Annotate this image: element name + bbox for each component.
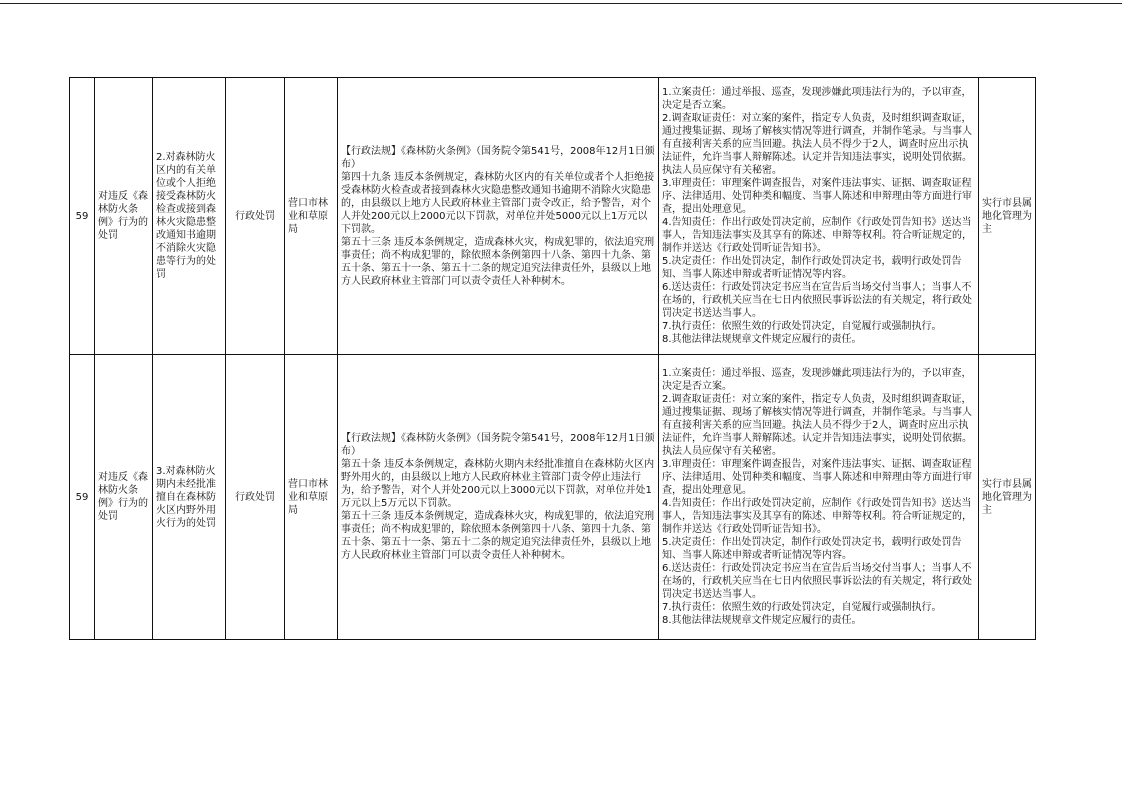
responsibility-item: 3.审理责任：审理案件调查报告，对案件违法事实、证据、调查取证程序、法律适用、处罚种类和幅度、当事人陈述和申辩理由等方面进行审查，提出处理意见。 <box>662 178 972 215</box>
legal-basis <box>338 355 659 640</box>
legal-basis-article: 第五十三条 违反本条例规定，造成森林火灾，构成犯罪的，依法追究刑事责任；尚不构成犯罪的，除依照本条例第四十八条、第四十九条、第五十条、第五十一条、第五十二条的规定追究法律责任外，县级以上地方人民政府林业主管部门可以责令责任人补种树木。 <box>341 236 655 287</box>
sub-item-name: 3.对森林防火期内未经批准擅自在森林防火区内野外用火行为的处罚 <box>153 355 226 640</box>
item-name: 对违反《森林防火条例》行为的处罚 <box>95 78 153 355</box>
responsibility-item: 5.决定责任：作出处罚决定，制作行政处罚决定书，载明行政处罚告知、当事人陈述申辩或者听证情况等内容。 <box>662 256 962 280</box>
responsibility-item: 7.执行责任：依照生效的行政处罚决定，自觉履行或强制执行。 <box>662 602 942 613</box>
responsibility-list <box>659 355 979 640</box>
legal-basis-article: 第五十三条 违反本条例规定，造成森林火灾，构成犯罪的，依法追究刑事责任；尚不构成犯罪的，除依照本条例第四十八条、第四十九条、第五十条、第五十一条、第五十二条的规定追究法律责任外，县级以上地方人民政府林业主管部门可以责令责任人补种树木。 <box>341 511 655 561</box>
table-row <box>70 355 1036 640</box>
legal-basis-article: 第五十条 违反本条例规定，森林防火期内未经批准擅自在森林防火区内野外用火的，由县级以上地方人民政府林业主管部门责令停止违法行为，给予警告，对个人并处200元以上3000元以下罚款，对单位并处1万元以上5万元以下罚款。 <box>341 459 655 509</box>
table-row <box>70 78 1036 355</box>
responsibility-item: 2.调查取证责任：对立案的案件，指定专人负责，及时组织调查取证，通过搜集证据、现场了解核实情况等进行调查，并制作笔录。与当事人有直接利害关系的应当回避。执法人员不得少于2人，调查时应出示执法证件，允许当事人辩解陈述。认定并告知违法事实，说明处罚依据。执法人员应保守有关秘密。 <box>662 394 972 457</box>
responsibility-item: 1.立案责任：通过举报、巡查，发现涉嫌此项违法行为的，予以审查，决定是否立案。 <box>662 368 972 392</box>
responsibility-item: 3.审理责任：审理案件调查报告，对案件违法事实、证据、调查取证程序、法律适用、处罚种类和幅度、当事人陈述和申辩理由等方面进行审查，提出处理意见。 <box>662 459 972 496</box>
sub-item-name: 2.对森林防火区内的有关单位或个人拒绝接受森林防火检查或接到森林火灾隐患整改通知书逾期不消除火灾隐患等行为的处罚 <box>153 78 226 355</box>
responsibility-item: 4.告知责任：作出行政处罚决定前，应制作《行政处罚告知书》送达当事人，告知违法事实及其享有的陈述、申辩等权利。符合听证规定的，制作并送达《行政处罚听证告知书》。 <box>662 217 972 254</box>
power-type: 行政处罚 <box>226 355 285 640</box>
responsibility-item: 6.送达责任：行政处罚决定书应当在宣告后当场交付当事人；当事人不在场的，行政机关应当在七日内依照民事诉讼法的有关规定，将行政处罚决定书送达当事人。 <box>662 282 972 319</box>
responsibility-item: 4.告知责任：作出行政处罚决定前，应制作《行政处罚告知书》送达当事人，告知违法事实及其享有的陈述、申辩等权利。符合听证规定的，制作并送达《行政处罚听证告知书》。 <box>662 498 972 535</box>
responsibility-item: 1.立案责任：通过举报、巡查，发现涉嫌此项违法行为的，予以审查，决定是否立案。 <box>662 87 972 111</box>
responsibility-item: 8.其他法律法规规章文件规定应履行的责任。 <box>662 334 862 345</box>
remark: 实行市县属地化管理为主 <box>979 78 1036 355</box>
responsibility-item: 8.其他法律法规规章文件规定应履行的责任。 <box>662 615 862 626</box>
responsibility-item: 2.调查取证责任：对立案的案件，指定专人负责，及时组织调查取证，通过搜集证据、现场了解核实情况等进行调查，并制作笔录。与当事人有直接利害关系的应当回避。执法人员不得少于2人，调查时应出示执法证件，允许当事人辩解陈述。认定并告知违法事实，说明处罚依据。执法人员应保守有关秘密。 <box>662 113 972 176</box>
legal-basis-source: 【行政法规】《森林防火条例》（国务院令第541号，2008年12月1日颁布） <box>341 433 655 457</box>
responsibility-item: 7.执行责任：依照生效的行政处罚决定，自觉履行或强制执行。 <box>662 321 942 332</box>
responsibility-item: 6.送达责任：行政处罚决定书应当在宣告后当场交付当事人；当事人不在场的，行政机关应当在七日内依照民事诉讼法的有关规定，将行政处罚决定书送达当事人。 <box>662 563 972 600</box>
legal-basis <box>338 78 659 355</box>
responsible-department: 营口市林业和草原局 <box>285 78 338 355</box>
legal-basis-article: 第四十九条 违反本条例规定，森林防火区内的有关单位或者个人拒绝接受森林防火检查或者接到森林火灾隐患整改通知书逾期不消除火灾隐患的，由县级以上地方人民政府林业主管部门责令改正，给予警告，对个人并处200元以上2000元以下罚款，对单位并处5000元以上1万元以下罚款。 <box>341 171 655 235</box>
responsibility-item: 5.决定责任：作出处罚决定，制作行政处罚决定书，载明行政处罚告知、当事人陈述申辩或者听证情况等内容。 <box>662 537 962 561</box>
legal-basis-source: 【行政法规】《森林防火条例》（国务院令第541号，2008年12月1日颁布） <box>341 145 655 170</box>
top-rule <box>0 3 1122 4</box>
responsible-department: 营口市林业和草原局 <box>285 355 338 640</box>
remark: 实行市县属地化管理为主 <box>979 355 1036 640</box>
power-list-table <box>69 77 1036 640</box>
item-name: 对违反《森林防火条例》行为的处罚 <box>95 355 153 640</box>
responsibility-list <box>659 78 979 355</box>
row-number: 59 <box>70 355 95 640</box>
row-number: 59 <box>70 78 95 355</box>
power-type: 行政处罚 <box>226 78 285 355</box>
